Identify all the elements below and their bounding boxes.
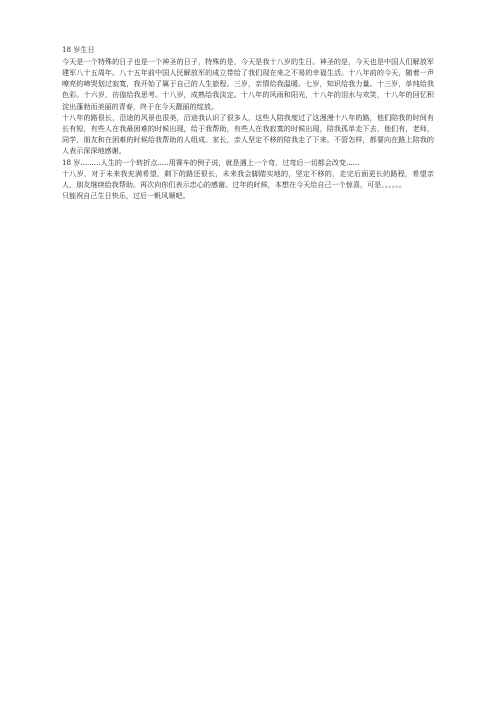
- paragraph-2: 十八年的路很长，沿途的风景也很美，沿途我认识了很多人，这些人陪我度过了这漫漫十八年的路，他们陪我的时间有长有短，有些人在我最困难的时候出现，给于我帮助，有些人在我寂寞的时候出现，陪我孤单走下去，他们有，老师，同学，朋友和在困难的时候给我帮助的人组成。家长，亲人坚定不移的陪我走了下来。不管怎样，都要向在路上陪我的人表示深深地感谢。: [62, 112, 434, 156]
- paragraph-3: 18 岁.........人生的一个转折点.....用赛车的例子说，就是遇上一个弯，过弯后一切都会改变......: [62, 157, 360, 167]
- paragraph-5: 只能祝自己生日快乐，过后一帆风顺吧。: [62, 191, 190, 201]
- document-body: [62, 44, 434, 201]
- paragraph-4: 十八岁，对于未来我充满希望，剩下的路还很长，未来我会脚踏实地的，坚定不移的，走完后面更长的路程，希望亲人，朋友继续给我帮助。再次向你们表示忠心的感谢。过年的时候，本想在今天给自己一个惊喜，可是。。。。。。: [62, 168, 434, 189]
- paragraph-1: 今天是一个特殊的日子也是一个神圣的日子，特殊的是，今天是我十八岁的生日。神圣的是，今天也是中国人们解放军建军八十五周年。八十五年前中国人民解放军的成立带给了我们现在来之不易的幸福生活。十八年前的今天，随着一声嘹亮的啼哭划过寂寞，我开始了属于自己的人生旅程。三岁，亲情给我温暖。七岁，知识给我力量。十三岁，单纯给我色彩。十六岁，彷徨给我思考。十八岁，成熟给我淡定。十八年的风雨和阳光，十八年的泪水与欢笑，十八年的回忆积淀出蓬勃而美丽的青春，终于在今天靓丽的绽放。: [62, 56, 434, 111]
- document-title: 18 岁生日: [62, 45, 95, 54]
